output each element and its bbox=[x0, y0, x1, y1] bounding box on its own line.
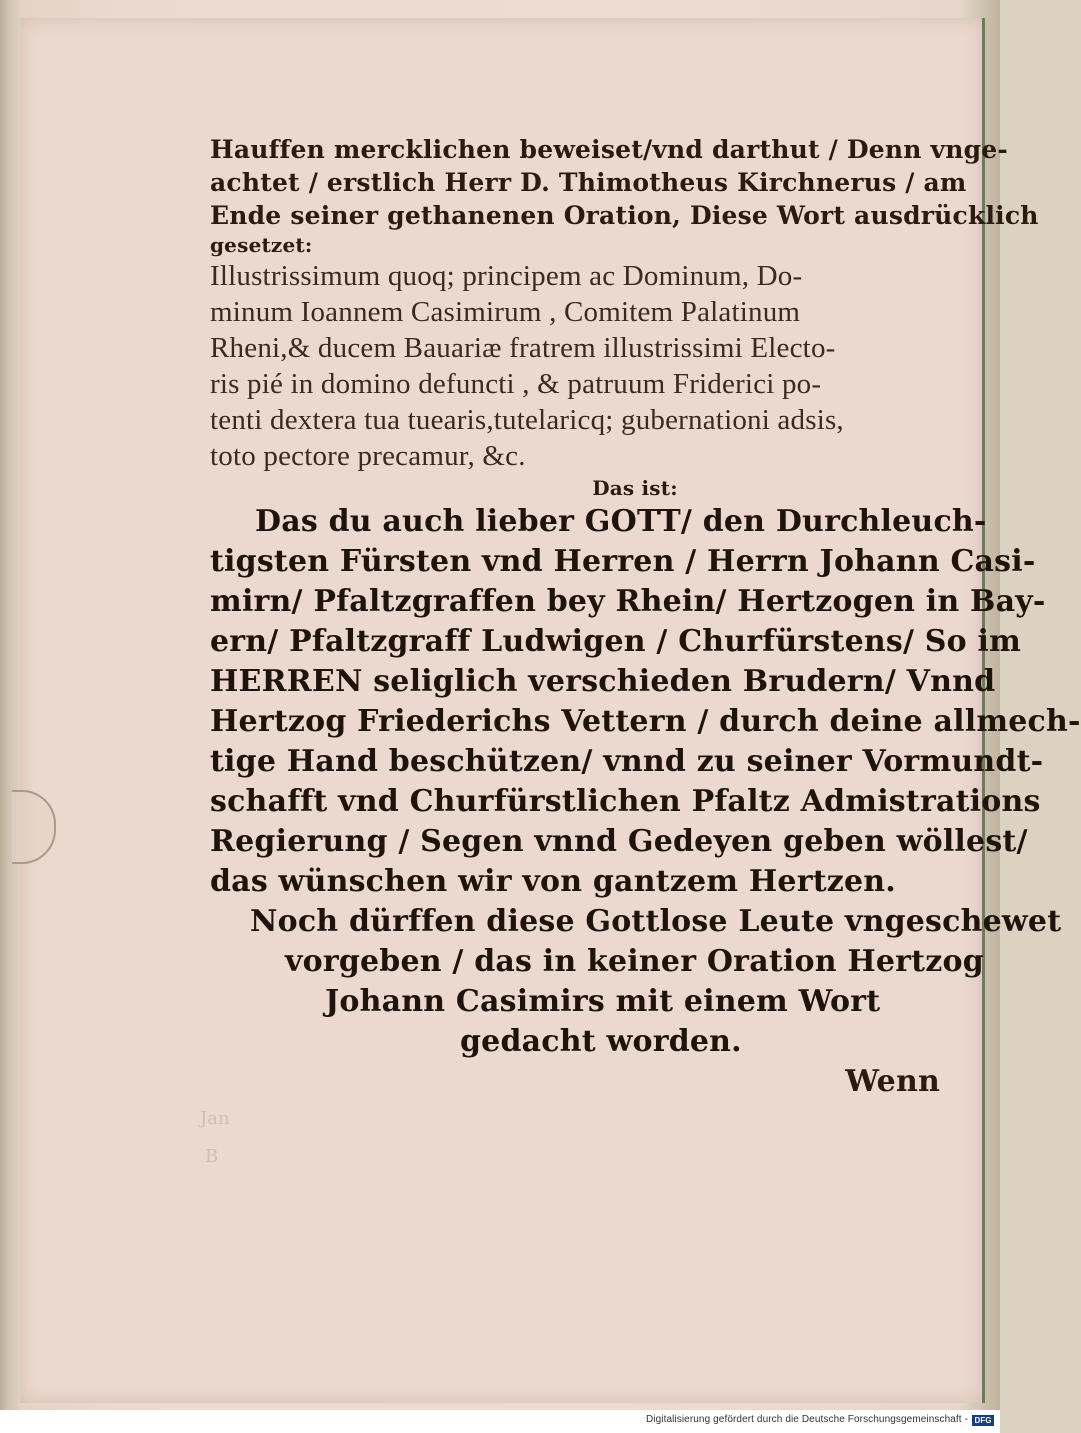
funding-credit: Digitalisierung gefördert durch die Deutsche Forschungsgemeinschaft - bbox=[645, 1414, 968, 1425]
german-line: schafft vnd Churfürstlichen Pfaltz Admistrations bbox=[210, 784, 1041, 819]
german-line: ern/ Pfaltzgraff Ludwigen / Churfürstens/ So im bbox=[210, 624, 1022, 659]
text-line: achtet / erstlich Herr D. Thimotheus Kirchnerus / am bbox=[210, 168, 967, 197]
catchword: Wenn bbox=[845, 1064, 940, 1099]
german-line: HERREN seliglich verschieden Brudern/ Vnnd bbox=[210, 664, 996, 699]
latin-line: ris pié in domino defuncti , & patruum Friderici po- bbox=[210, 368, 822, 400]
german-line: mirn/ Pfaltzgraffen bey Rhein/ Hertzogen in Bay- bbox=[210, 584, 1046, 619]
dfg-logo-icon: DFG bbox=[972, 1415, 994, 1426]
footer-bar bbox=[0, 1410, 1000, 1433]
text-line: gesetzet: bbox=[210, 233, 313, 257]
german-line: tige Hand beschützen/ vnnd zu seiner Vormundt- bbox=[210, 744, 1044, 779]
closing-line: Noch dürffen diese Gottlose Leute vngeschewet bbox=[250, 904, 1062, 939]
closing-line: gedacht worden. bbox=[460, 1024, 742, 1059]
latin-line: Rheni,& ducem Bauariæ fratrem illustrissimi Electo- bbox=[210, 332, 836, 364]
text-line: Hauffen mercklichen beweiset/vnd darthut / Denn vnge- bbox=[210, 135, 1008, 164]
bleed-through-text: B bbox=[205, 1146, 219, 1167]
text-line: Ende seiner gethanenen Oration, Diese Wort ausdrücklich bbox=[210, 201, 1039, 230]
german-line: das wünschen wir von gantzem Hertzen. bbox=[210, 864, 896, 899]
latin-line: toto pectore precamur, &c. bbox=[210, 440, 526, 472]
page-text bbox=[210, 133, 1081, 1102]
german-line: Regierung / Segen vnnd Gedeyen geben wöllest/ bbox=[210, 824, 1028, 859]
closing-line: vorgeben / das in keiner Oration Hertzog bbox=[285, 944, 984, 979]
closing-line: Johann Casimirs mit einem Wort bbox=[325, 984, 881, 1019]
german-line: tigsten Fürsten vnd Herren / Herrn Johann Casi- bbox=[210, 544, 1036, 579]
latin-line: tenti dextera tua tuearis,tutelaricq; gubernationi adsis, bbox=[210, 404, 844, 436]
page-clip bbox=[12, 790, 56, 864]
german-line: Hertzog Friederichs Vettern / durch deine allmech- bbox=[210, 704, 1081, 739]
das-ist-heading: Das ist: bbox=[592, 476, 678, 500]
latin-line: minum Ioannem Casimirum , Comitem Palatinum bbox=[210, 296, 801, 328]
bleed-through-text: Jan bbox=[200, 1108, 230, 1129]
book-page bbox=[20, 18, 1081, 1403]
german-line: Das du auch lieber GOTT/ den Durchleuch- bbox=[255, 504, 987, 539]
latin-line: Illustrissimum quoq; principem ac Dominum, Do- bbox=[210, 260, 803, 292]
